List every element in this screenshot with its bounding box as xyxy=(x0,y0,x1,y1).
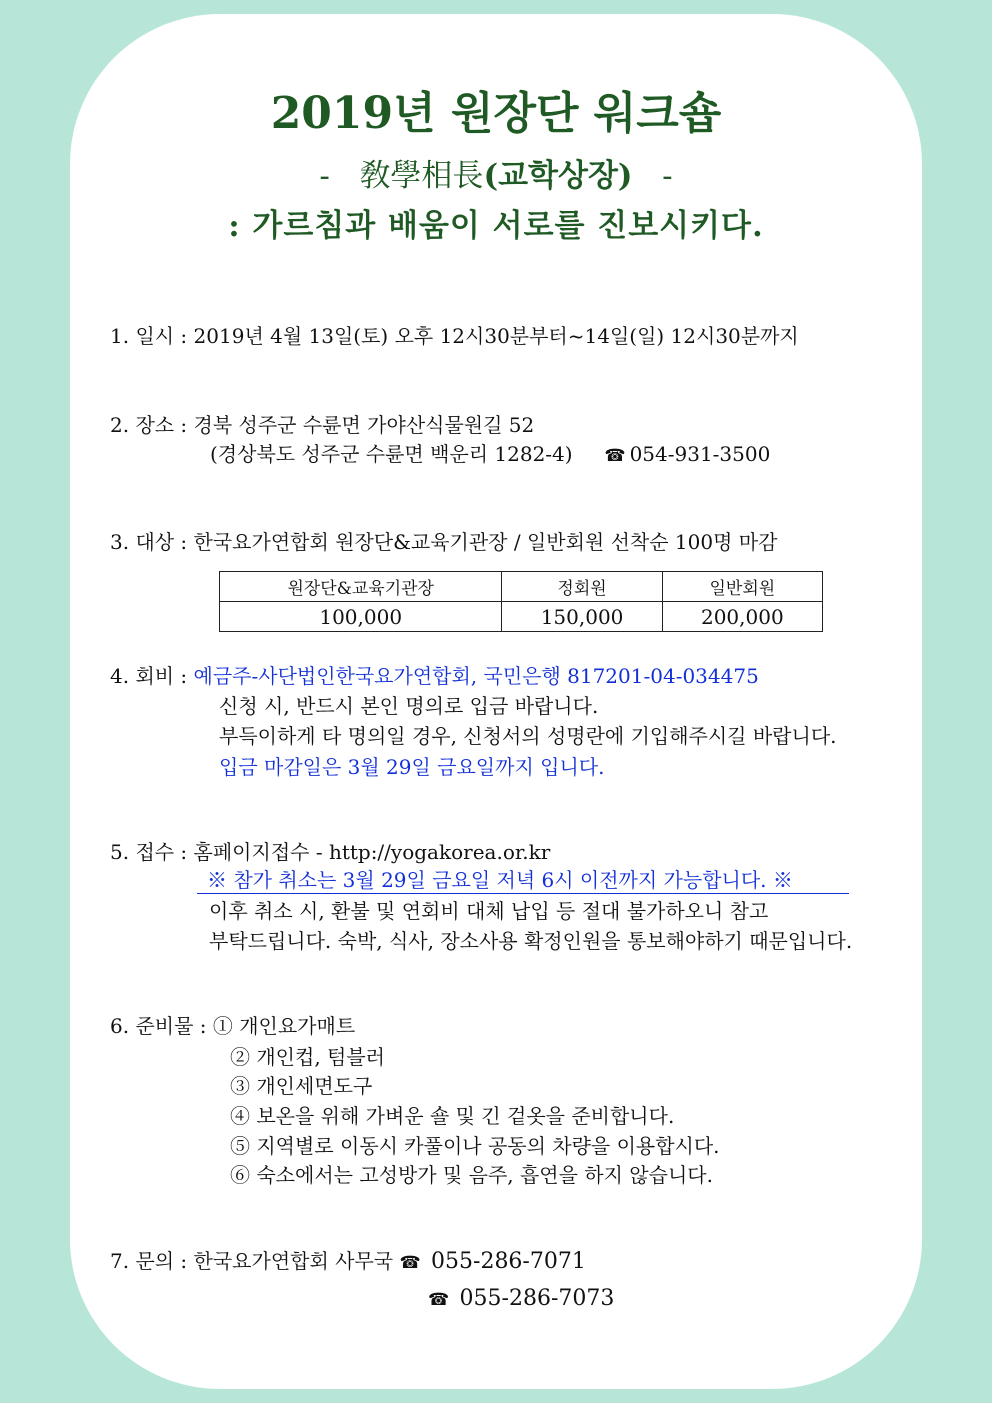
fee-table-value-row xyxy=(220,602,823,632)
contact-org: 한국요가연합회 사무국 xyxy=(193,1249,394,1273)
cancellation-underline xyxy=(197,893,849,894)
section-registration xyxy=(110,839,550,865)
section-supplies-label: 6. 준비물 : xyxy=(110,1014,207,1038)
fee-value-general: 200,000 xyxy=(662,602,822,632)
contact-phone-1: 055-286-7071 xyxy=(431,1249,586,1274)
supply-item: ④ 보온을 위해 가벼운 숄 및 긴 겉옷을 준비합니다. xyxy=(230,1104,675,1128)
section-fee-label: 4. 회비 : xyxy=(110,664,188,688)
fee-value-director: 100,000 xyxy=(220,602,502,632)
section-supplies xyxy=(110,1013,355,1039)
document-title: 2019년 원장단 워크숍 xyxy=(270,88,722,139)
section-contact-label: 7. 문의 : xyxy=(110,1249,188,1273)
section-target xyxy=(110,529,777,555)
contact-phone-row-2 xyxy=(428,1285,614,1313)
contact-phone-2: 055-286-7073 xyxy=(459,1286,615,1311)
fee-value-regular: 150,000 xyxy=(502,602,662,632)
subtitle-korean: (교학상장) xyxy=(483,158,633,194)
fee-table xyxy=(219,571,823,632)
section-venue xyxy=(110,412,534,438)
supply-item: ⑥ 숙소에서는 고성방가 및 음주, 흡연을 하지 않습니다. xyxy=(230,1163,713,1187)
telephone-icon: ☎ xyxy=(604,446,626,466)
venue-address-2: (경상북도 성주군 수륜면 백운리 1282-4) xyxy=(210,442,573,466)
supply-item: ① 개인요가매트 xyxy=(212,1014,356,1038)
cancellation-note-1: 이후 취소 시, 환불 및 연회비 대체 납입 등 절대 불가하오니 참고 xyxy=(209,899,769,923)
subtitle-dash-right: - xyxy=(662,158,673,194)
section-venue-label: 2. 장소 : xyxy=(110,413,188,437)
section-registration-label: 5. 접수 : xyxy=(110,840,188,864)
cancellation-notice: ※ 참가 취소는 3월 29일 금요일 저녁 6시 이전까지 가능합니다. ※ xyxy=(207,868,793,892)
section-fee xyxy=(110,663,759,689)
telephone-icon: ☎ xyxy=(399,1253,421,1273)
supply-item: ② 개인컵, 텀블러 xyxy=(230,1045,385,1069)
venue-address-1: 경북 성주군 수륜면 가야산식물원길 52 xyxy=(193,413,535,437)
subtitle-hanja: 敎學相長 xyxy=(359,158,484,194)
fee-header-regular: 정회원 xyxy=(502,572,662,602)
fee-note-2: 부득이하게 타 명의일 경우, 신청서의 성명란에 기입해주시길 바랍니다. xyxy=(219,724,837,748)
section-date-text: 2019년 4월 13일(토) 오후 12시30분부터~14일(일) 12시30분까지 xyxy=(193,324,799,348)
section-target-text: 한국요가연합회 원장단&교육기관장 / 일반회원 선착순 100명 마감 xyxy=(193,530,778,554)
fee-deadline: 입금 마감일은 3월 29일 금요일까지 입니다. xyxy=(219,755,605,779)
fee-header-general: 일반회원 xyxy=(662,572,822,602)
section-date xyxy=(110,323,799,349)
fee-table-header-row xyxy=(220,572,823,602)
registration-text: 홈페이지접수 - http://yogakorea.or.kr xyxy=(193,840,551,864)
venue-address-row xyxy=(210,441,770,469)
fee-note-1: 신청 시, 반드시 본인 명의로 입금 바랍니다. xyxy=(219,694,599,718)
cancellation-note-2: 부탁드립니다. 숙박, 식사, 장소사용 확정인원을 통보해야하기 때문입니다. xyxy=(209,929,853,953)
supply-item: ③ 개인세면도구 xyxy=(230,1074,373,1098)
document-slogan: : 가르침과 배움이 서로를 진보시키다. xyxy=(228,208,764,244)
section-target-label: 3. 대상 : xyxy=(110,530,188,554)
section-date-label: 1. 일시 : xyxy=(110,324,188,348)
document-subtitle xyxy=(70,156,922,196)
telephone-icon: ☎ xyxy=(428,1290,450,1310)
subtitle-dash-left: - xyxy=(319,158,330,194)
supply-item: ⑤ 지역별로 이동시 카풀이나 공동의 차량을 이용합시다. xyxy=(230,1134,720,1158)
bank-account: 예금주-사단법인한국요가연합회, 국민은행 817201-04-034475 xyxy=(193,664,759,688)
section-contact xyxy=(110,1248,586,1276)
venue-phone: 054-931-3500 xyxy=(629,442,771,466)
fee-header-director: 원장단&교육기관장 xyxy=(220,572,502,602)
